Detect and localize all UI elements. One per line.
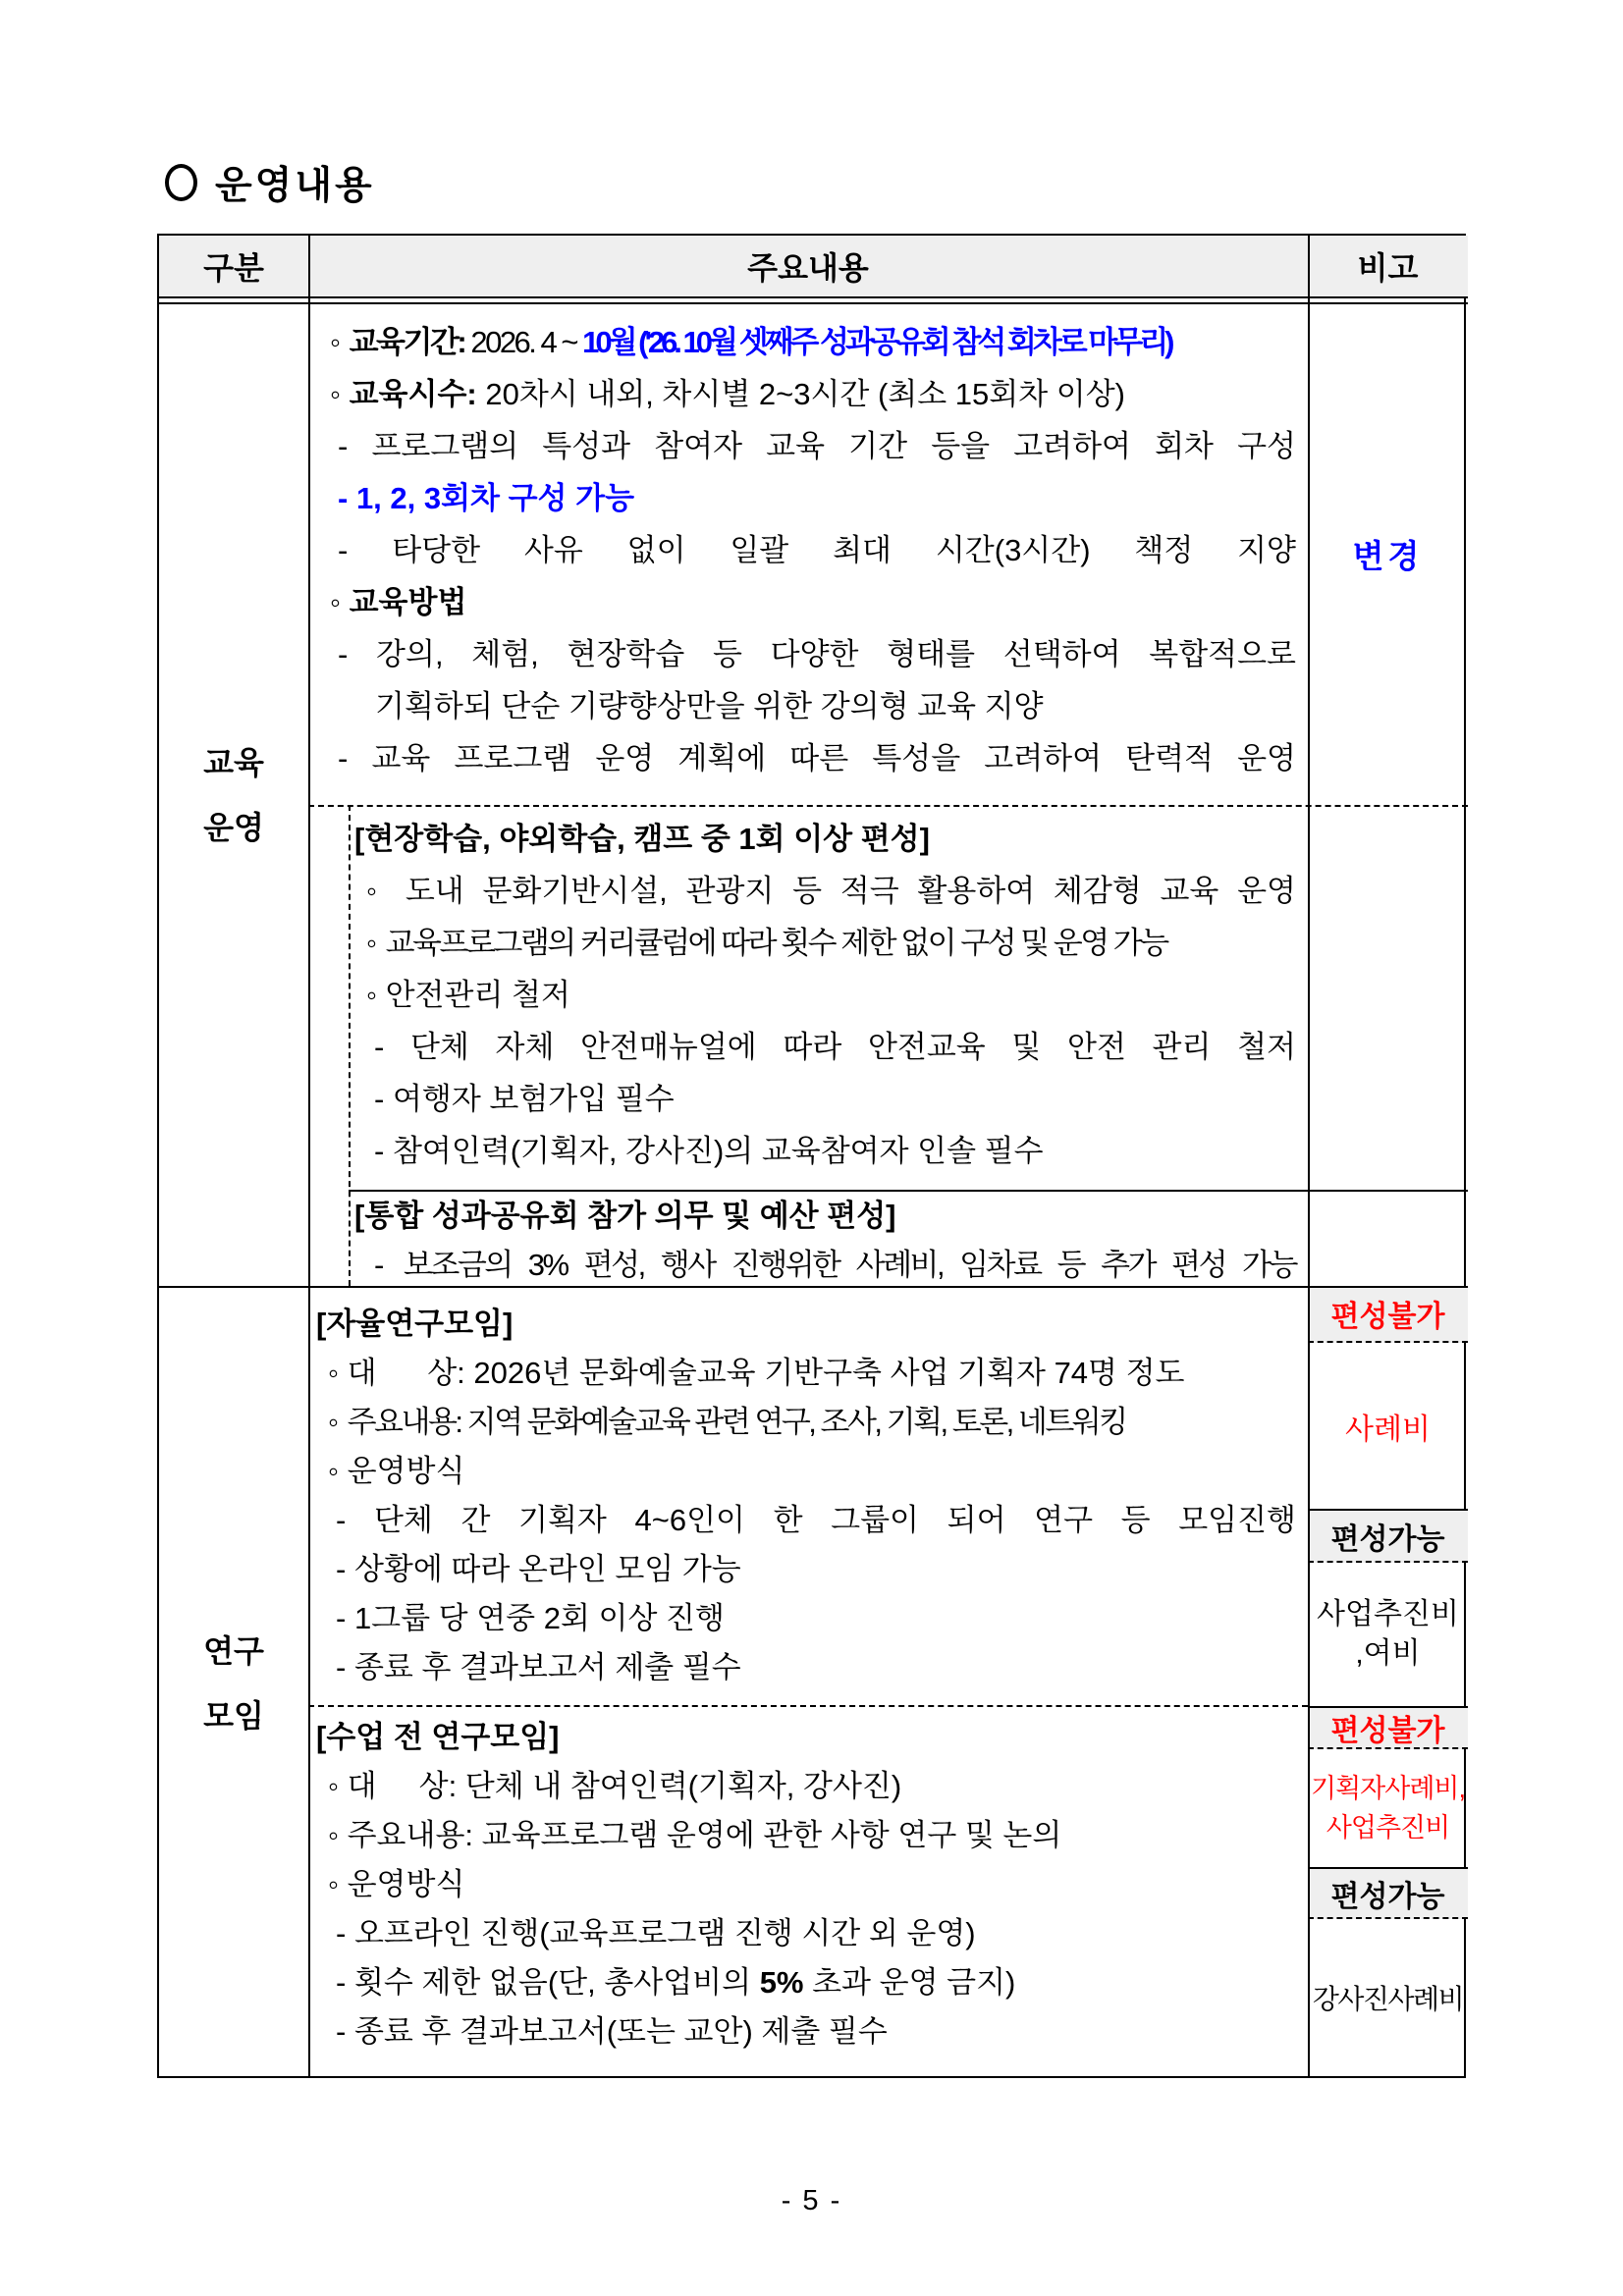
text-run: 도내 문화기반시설, 관광지 등 적극 활용하여 체감형 교육 운영: [405, 874, 1296, 908]
text-run: ◦: [330, 377, 350, 411]
text-run: -: [336, 1503, 374, 1537]
row-label-line: 모임: [203, 1697, 264, 1734]
text-run: -: [336, 2014, 354, 2049]
remark-fee-2: [1308, 1749, 1468, 1869]
cell-autonomous-research: [308, 1290, 1308, 1703]
text-line: [349, 1021, 1308, 1073]
hollow-circle-icon: [165, 164, 197, 201]
text-run: -: [374, 1134, 393, 1168]
text-line: [312, 732, 1308, 784]
text-line: [312, 420, 1308, 472]
remark-cost-1-line: ,여비: [1355, 1637, 1421, 1670]
column-divider-2: [1308, 236, 1310, 2076]
text-line: [312, 316, 1308, 368]
column-divider-1: [308, 236, 310, 2076]
header-col-main-content: 주요내용: [308, 236, 1308, 296]
text-line: [310, 2007, 1308, 2056]
text-run: 프로그램의 특성과 참여자 교육 기간 등을 고려하여 회차 구성: [371, 429, 1296, 463]
text-run: 기획하되 단순 기량향상만을 위한 강의형 교육 지양: [375, 689, 1044, 723]
inner-box-left-dashed-border: [349, 805, 351, 1286]
remark-fee-2-line: 기획자사례비,: [1311, 1774, 1465, 1803]
text-run: 상황에 따라 온라인 모임 가능: [353, 1552, 741, 1586]
text-run: 참여인력(기획자, 강사진)의 교육참여자 인솔 필수: [392, 1134, 1044, 1168]
text-run: -: [336, 1916, 354, 1950]
remark-fee-1: 사례비: [1308, 1343, 1468, 1511]
header-bottom-line: [159, 296, 1468, 298]
remark-not-allowed-1: 편성불가: [1308, 1286, 1468, 1343]
text-line: [349, 1241, 1308, 1290]
text-line: [310, 1860, 1308, 1909]
remark-allowed-1: 편성가능: [1308, 1511, 1468, 1563]
text-run: ◦: [366, 874, 406, 908]
remark-cost-1: [1308, 1563, 1468, 1708]
page-title-text: 운영내용: [215, 165, 375, 207]
text-run: 10월 ('26. 10월 셋째주 성과공유회 참석 회차로 마무리): [582, 325, 1171, 359]
text-run: 교육 프로그램 운영 계획에 따른 특성을 고려하여 탄력적 운영: [371, 741, 1296, 775]
text-line: [310, 1496, 1308, 1545]
text-line: [310, 1300, 1308, 1349]
remark-allowed-2: 편성가능: [1308, 1869, 1468, 1919]
text-run: ◦: [366, 978, 386, 1012]
text-line: [312, 472, 1308, 524]
text-run: 강의, 체험, 현장학습 등 다양한 형태를 선택하여 복합적으로: [376, 637, 1297, 671]
text-run: 보조금의 3% 편성, 행사 진행위한 사례비, 임차료 등 추가 편성 가능: [403, 1248, 1297, 1282]
cell-education-main: [308, 304, 1308, 803]
text-run: 초과 운영 금지): [803, 1965, 1016, 2000]
text-run: ◦: [330, 325, 350, 359]
text-run: ◦: [366, 926, 386, 960]
text-line: [310, 1811, 1308, 1860]
text-run: -: [338, 741, 372, 775]
row-divider: [159, 1286, 1468, 1288]
cell-preclass-research: [308, 1707, 1308, 2078]
cell-performance-sharing-box: [349, 1192, 1308, 1286]
text-line: [310, 1447, 1308, 1496]
text-run: 종료 후 결과보고서(또는 교안) 제출 필수: [353, 2014, 888, 2049]
text-run: [현장학습, 야외학습, 캠프 중 1회 이상 편성]: [354, 822, 930, 856]
text-run: -: [338, 637, 377, 671]
text-run: 교육시수:: [349, 377, 477, 411]
remark-cost-2: [1308, 1919, 1468, 2076]
text-run: 교육기간:: [349, 325, 465, 359]
text-run: 여행자 보험가입 필수: [392, 1082, 675, 1116]
text-line: [310, 1909, 1308, 1958]
remark-change: [1308, 304, 1468, 803]
text-run: -: [374, 1248, 404, 1282]
row-label-line: 연구: [203, 1632, 264, 1669]
text-line: [349, 1073, 1308, 1125]
text-run: ◦: [328, 1769, 348, 1803]
text-run: -: [336, 1552, 354, 1586]
text-run: 1, 2, 3회차 구성 가능: [355, 481, 635, 515]
text-run: 횟수 제한 없음(단, 총사업비의: [353, 1965, 760, 2000]
text-run: 단체 자체 안전매뉴얼에 따라 안전교육 및 안전 관리 철저: [409, 1030, 1296, 1064]
text-run: ◦: [328, 1356, 348, 1390]
text-run: 안전관리 철저: [385, 978, 570, 1012]
text-run: ◦: [328, 1867, 348, 1901]
text-run: 20차시 내외, 차시별 2~3시간 (최소 15회차 이상): [476, 377, 1126, 411]
text-run: 주요내용: 지역 문화예술교육 관련 연구, 조사, 기획, 토론, 네트워킹: [347, 1405, 1126, 1439]
row-label-line: 교육: [203, 745, 264, 780]
text-line: [310, 1643, 1308, 1692]
text-run: 5%: [759, 1965, 804, 2000]
text-run: 단체 간 기획자 4~6인이 한 그룹이 되어 연구 등 모임진행: [373, 1503, 1297, 1537]
remark-cost-2-text: 강사진사례비: [1312, 1984, 1464, 2014]
text-run: -: [336, 1650, 354, 1684]
text-line: [312, 524, 1308, 576]
text-run: 운영방식: [347, 1454, 465, 1488]
divider-dashed-fieldstudy: [308, 805, 1468, 807]
text-line: [312, 368, 1308, 420]
row-label-line: 운영: [203, 810, 264, 845]
cell-field-study-box: [349, 805, 1308, 1188]
text-run: 교육프로그램의 커리큘럼에 따라 횟수 제한 없이 구성 및 운영 가능: [385, 926, 1167, 960]
text-run: -: [338, 533, 393, 567]
text-line: [312, 576, 1308, 628]
text-run: 대 상: 단체 내 참여인력(기획자, 강사진): [347, 1769, 902, 1803]
text-run: -: [338, 429, 372, 463]
text-run: -: [374, 1082, 393, 1116]
text-run: 주요내용: 교육프로그램 운영에 관한 사항 연구 및 논의: [347, 1818, 1062, 1852]
header-col-category: 구분: [159, 236, 308, 296]
text-run: ◦: [328, 1454, 348, 1488]
text-run: 1그룹 당 연중 2회 이상 진행: [353, 1601, 725, 1635]
text-run: 운영방식: [347, 1867, 465, 1901]
text-line: [310, 1594, 1308, 1643]
text-run: 교육방법: [349, 585, 467, 619]
text-run: 종료 후 결과보고서 제출 필수: [353, 1650, 741, 1684]
text-line: [349, 1192, 1308, 1241]
text-line: [349, 1125, 1308, 1177]
text-run: 2026. 4 ~: [464, 325, 583, 359]
text-run: -: [336, 1965, 354, 2000]
text-run: -: [338, 481, 356, 515]
text-run: 오프라인 진행(교육프로그램 진행 시간 외 운영): [353, 1916, 976, 1950]
remark-fee-2-line: 사업추진비: [1325, 1813, 1450, 1842]
text-line: [310, 1545, 1308, 1594]
page-title: [165, 155, 375, 210]
text-line: [310, 1398, 1308, 1447]
remark-cost-1-line: 사업추진비: [1317, 1598, 1459, 1630]
text-run: -: [374, 1030, 410, 1064]
row-label-research-meeting: [159, 1286, 308, 2080]
text-run: ◦: [328, 1405, 348, 1439]
operation-table: [157, 234, 1466, 2078]
divider-dashed-preclass: [308, 1705, 1308, 1707]
header-col-remarks: 비고: [1308, 236, 1468, 296]
text-run: ◦: [328, 1818, 348, 1852]
text-run: [수업 전 연구모임]: [316, 1720, 560, 1754]
text-run: 타당한 사유 없이 일괄 최대 시간(3시간) 책정 지양: [392, 533, 1297, 567]
text-line: [310, 1958, 1308, 2007]
remark-not-allowed-2: 편성불가: [1308, 1708, 1468, 1749]
text-line: [312, 680, 1308, 732]
text-line: [349, 917, 1308, 969]
text-run: ◦: [330, 585, 350, 619]
text-run: -: [336, 1601, 354, 1635]
text-run: 대 상: 2026년 문화예술교육 기반구축 사업 기획자 74명 정도: [347, 1356, 1185, 1390]
text-line: [349, 813, 1308, 865]
text-run: [통합 성과공유회 참가 의무 및 예산 편성]: [354, 1199, 896, 1233]
header-double-line: [159, 302, 1468, 304]
page-number: - 5 -: [781, 2185, 842, 2216]
text-line: [310, 1349, 1308, 1398]
text-line: [349, 969, 1308, 1021]
text-line: [349, 865, 1308, 917]
divider-performance-box: [349, 1190, 1468, 1192]
text-line: [312, 628, 1308, 680]
text-run: [자율연구모임]: [316, 1307, 514, 1341]
remark-change-text: 변경: [1352, 537, 1424, 574]
text-line: [310, 1762, 1308, 1811]
row-label-education-operation: [159, 304, 308, 1286]
text-line: [310, 1713, 1308, 1762]
